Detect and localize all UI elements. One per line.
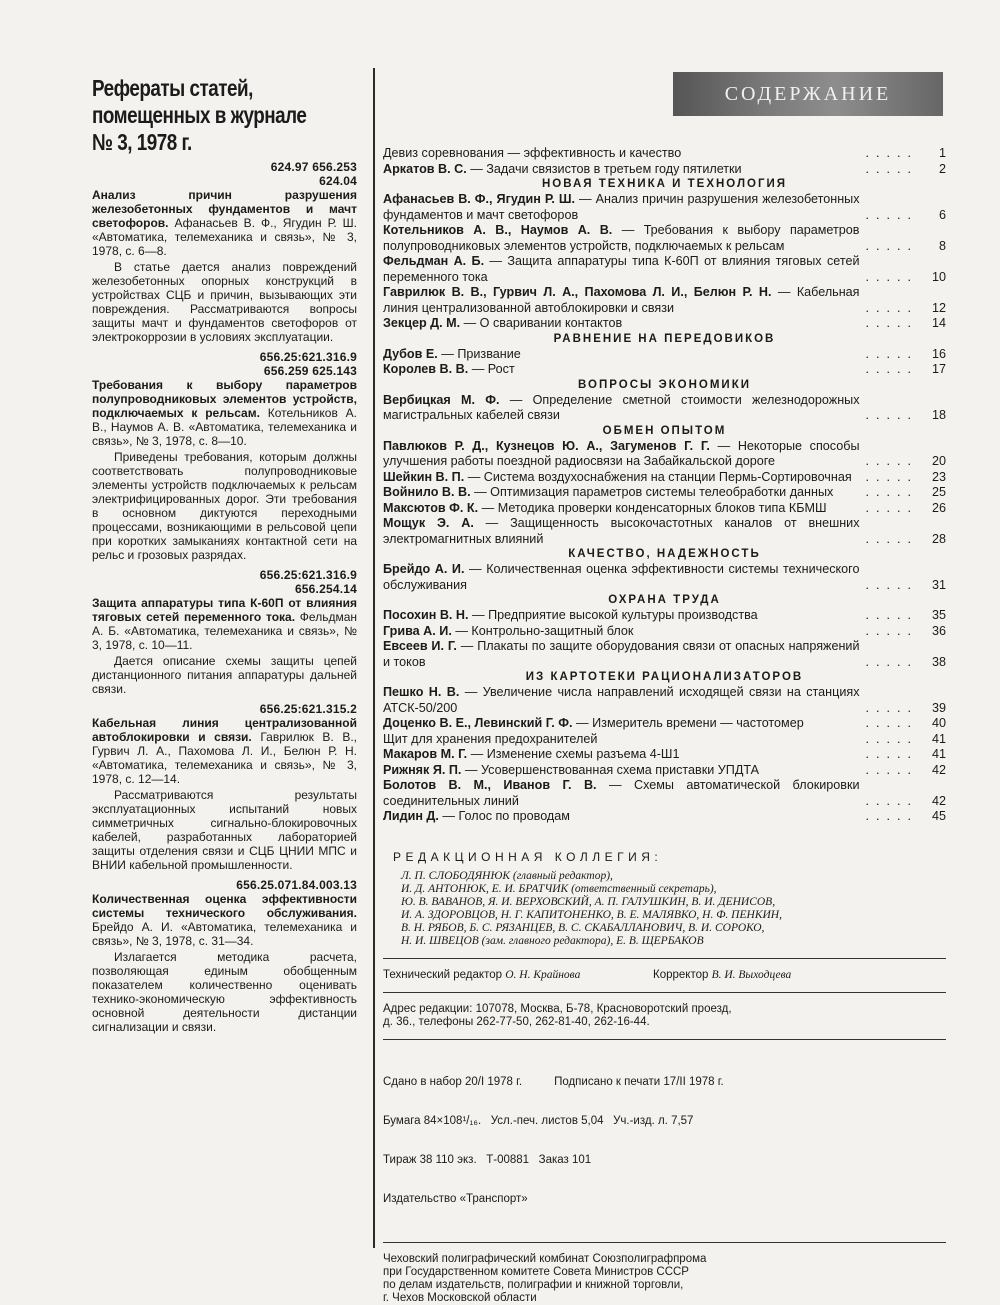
- toc-page-number: 42: [931, 762, 946, 777]
- toc-page-number: 41: [931, 747, 946, 761]
- tech-editor-name: О. Н. Крайнова: [505, 968, 581, 981]
- toc-entry-title: — Анализ причин разрушения железобетонных фундаментов и мачт светофоров: [383, 192, 860, 222]
- toc-leader-dots: .....: [865, 161, 918, 176]
- corrector-name: В. И. Выходцева: [711, 968, 792, 981]
- editorial-board: [383, 851, 946, 948]
- abstract-heading: [92, 188, 357, 258]
- toc-entry-author: Лидин Д.: [383, 809, 439, 823]
- toc-page-number: 10: [931, 269, 946, 284]
- abstract-heading: [92, 596, 357, 652]
- title-line-3: № 3, 1978 г.: [92, 129, 192, 155]
- toc-page-number: 25: [931, 485, 946, 499]
- abstract-title: Требования к выбору параметров полупроводниковых элементов устройств, подключаемых к рельсам.: [92, 378, 357, 420]
- toc-entry-title: Девиз соревнования — эффективность и качество: [383, 146, 682, 160]
- toc-entry-text: [383, 639, 860, 670]
- abstracts-list: [92, 160, 357, 1034]
- toc-page-number: 18: [931, 408, 946, 422]
- toc-entry[interactable]: [383, 763, 946, 779]
- toc-entry-text: [383, 362, 860, 378]
- toc-section-heading: ОБМЕН ОПЫТОМ: [602, 424, 727, 437]
- toc-entry-author: Евсеев И. Г.: [383, 639, 457, 653]
- toc-entry-title: — Защищенность высокочастотных каналов от внешних электромагнитных влияний: [383, 516, 860, 546]
- toc-entry-title: — Схемы автоматической блокировки соединительных линий: [383, 778, 860, 808]
- toc-leader-dots: .....: [865, 623, 918, 638]
- abstracts-column: [92, 75, 357, 1040]
- udc-code: 656.25:621.315.2: [259, 702, 357, 716]
- toc-page-number: 26: [931, 500, 946, 515]
- toc-entry-title: — Призвание: [437, 346, 521, 361]
- abstract-body: В статье дается анализ повреждений железобетонных опорных конструкций в устройствах СЦБ и причин, вызывающих эти повреждения. Рассматриваются вопросы защиты мачт и фундаментов светофоров от электрокоррозии в условиях эксплуатации.: [92, 260, 357, 344]
- toc-entry[interactable]: [383, 747, 946, 763]
- address-line: Адрес редакции: 107078, Москва, Б-78, Красноворотский проезд,: [383, 1002, 732, 1015]
- printer-line: Чеховский полиграфический комбинат Союзполиграфпрома: [383, 1252, 707, 1265]
- toc-entry-title: — Изменение схемы разъема 4-Ш1: [467, 747, 680, 761]
- toc-entry-author: Войнило В. В.: [383, 485, 471, 499]
- imprint: [383, 1050, 946, 1232]
- toc-entry-title: — Предприятие высокой культуры производства: [468, 608, 758, 622]
- toc-section-heading: КАЧЕСТВО, НАДЕЖНОСТЬ: [568, 548, 761, 560]
- toc-entry-author: Шейкин В. П.: [383, 469, 465, 484]
- title-line-2: помещенных в журнале: [92, 102, 307, 128]
- toc-page-number: 1: [938, 146, 946, 160]
- toc-page-number: 35: [931, 608, 946, 622]
- title-line-1: Рефераты статей,: [92, 75, 253, 101]
- toc-leader-dots: .....: [865, 300, 918, 315]
- divider: [383, 958, 946, 959]
- toc-entry-author: Дубов Е.: [383, 346, 438, 361]
- toc-entry-text: [383, 316, 860, 332]
- toc-entry-text: [383, 285, 860, 316]
- board-line: И. А. ЗДОРОВЦОВ, Н. Г. КАПИТОНЕНКО, В. Е. МАЛЯВКО, Н. Ф. ПЕНКИН,: [401, 908, 782, 921]
- toc-entry-author: Макаров М. Г.: [383, 747, 468, 761]
- toc-page-number: 2: [938, 161, 946, 176]
- toc-leader-dots: .....: [865, 316, 918, 330]
- toc-entry-title: — Система воздухоснабжения на станции Пермь-Сортировочная: [464, 469, 852, 484]
- udc-code: 656.259 625.143: [263, 364, 357, 378]
- toc-leader-dots: .....: [865, 469, 918, 484]
- abstract-body: Приведены требования, которым должны соответствовать полупроводниковые элементы устройств подключаемых к рельсам электрифицированных дорог. Эти требования в основном диктуются переходными процессами, возникающими в рельсовой цепи при коротких замыканиях контактной сети на рельс и грозовых разрядах.: [92, 450, 357, 562]
- toc-entry-author: Мощук Э. А.: [383, 516, 474, 530]
- printer-line: по делам издательств, полиграфии и книжной торговли,: [383, 1278, 684, 1291]
- toc-entry[interactable]: [383, 562, 946, 593]
- toc-section-heading: ВОПРОСЫ ЭКОНОМИКИ: [578, 378, 751, 391]
- corrector: [653, 969, 791, 982]
- toc-leader-dots: .....: [865, 747, 918, 761]
- toc-entry[interactable]: [383, 362, 946, 378]
- toc-entry-author: Доценко В. Е., Левинский Г. Ф.: [383, 716, 573, 730]
- toc-entry-text: [383, 608, 860, 624]
- toc-entry-author: Павлюков Р. Д., Кузнецов Ю. А., Загуменов Г. Г.: [383, 438, 710, 453]
- toc-leader-dots: .....: [865, 207, 918, 222]
- toc-entry-text: [383, 732, 860, 748]
- abstract-citation: Афанасьев В. Ф., Ягудин Р. Ш. «Автоматика, телемеханика и связь», № 3, 1978, с. 6—8.: [92, 216, 357, 258]
- toc-leader-dots: .....: [865, 500, 918, 515]
- table-of-contents: [383, 146, 946, 825]
- toc-leader-dots: .....: [865, 531, 918, 546]
- divider: [383, 1039, 946, 1040]
- toc-entry-title: — Голос по проводам: [438, 809, 570, 823]
- toc-entry[interactable]: [383, 716, 946, 732]
- abstract-title: Кабельная линия централизованной автоблокировки и связи.: [92, 716, 357, 744]
- toc-entry-author: Гаврилюк В. В., Гурвич Л. А., Пахомова Л. И., Белюн Р. Н.: [383, 285, 772, 299]
- toc-page-number: 8: [938, 238, 946, 253]
- board-line: Л. П. СЛОБОДЯНЮК (главный редактор),: [401, 869, 613, 882]
- toc-entry[interactable]: [383, 146, 946, 162]
- toc-entry-title: — Усовершенствованная схема приставки УПДТА: [461, 762, 760, 777]
- toc-entry-author: Королев В. В.: [383, 362, 469, 376]
- toc-entry-title: — Требования к выбору параметров полупроводниковых элементов устройств, подключаемых к рельсам: [383, 223, 860, 253]
- toc-entry[interactable]: [383, 285, 946, 316]
- toc-entry[interactable]: [383, 393, 946, 424]
- toc-leader-dots: .....: [865, 408, 918, 422]
- toc-leader-dots: .....: [865, 793, 918, 808]
- toc-entry-title: — Плакаты по защите оборудования связи от опасных напряжений и токов: [383, 639, 860, 669]
- board-line: И. Д. АНТОНЮК, Е. И. БРАТЧИК (ответственный секретарь),: [401, 882, 717, 895]
- toc-entry-text: [383, 624, 860, 640]
- toc-page-number: 41: [931, 731, 946, 746]
- toc-entry-text: [383, 470, 860, 486]
- toc-entry[interactable]: [383, 162, 946, 178]
- toc-entry[interactable]: [383, 608, 946, 624]
- toc-leader-dots: .....: [865, 700, 918, 715]
- toc-leader-dots: .....: [865, 762, 918, 777]
- toc-entry-author: Вербицкая М. Ф.: [383, 392, 500, 407]
- toc-entry[interactable]: [383, 470, 946, 486]
- printer-line: при Государственном комитете Совета Министров СССР: [383, 1265, 689, 1278]
- toc-section-heading: ИЗ КАРТОТЕКИ РАЦИОНАЛИЗАТОРОВ: [525, 671, 804, 683]
- toc-entry-title: — Некоторые способы улучшения работы поездной радиосвязи на Забайкальской дороге: [383, 438, 860, 468]
- toc-entry-text: [383, 347, 860, 363]
- toc-entry-text: [383, 747, 860, 763]
- toc-section-heading: ОХРАНА ТРУДА: [608, 594, 721, 606]
- tech-editor-label: Технический редактор: [383, 968, 502, 981]
- toc-entry-text: [383, 485, 860, 501]
- column-divider: [373, 68, 375, 1248]
- toc-page-number: 17: [931, 362, 946, 376]
- toc-entry[interactable]: [383, 732, 946, 748]
- toc-entry-text: [383, 501, 860, 517]
- toc-page-number: 23: [931, 469, 946, 484]
- toc-page-number: 39: [931, 700, 946, 715]
- abstract: [92, 568, 357, 696]
- toc-entry-title: — Определение сметной стоимости железнодорожных магистральных кабелей связи: [383, 392, 860, 422]
- udc-code: 624.97 656.253: [270, 160, 357, 174]
- abstract-title: Защита аппаратуры типа К-60П от влияния тяговых сетей переменного тока.: [92, 596, 357, 624]
- toc-entry-text: [383, 146, 860, 162]
- toc-entry[interactable]: [383, 254, 946, 285]
- abstract-heading: [92, 892, 357, 948]
- abstract: [92, 702, 357, 872]
- board-title: РЕДАКЦИОННАЯ КОЛЛЕГИЯ:: [393, 849, 663, 864]
- toc-leader-dots: .....: [865, 269, 918, 284]
- abstract: [92, 350, 357, 562]
- toc-entry-author: Аркатов В. С.: [383, 161, 467, 176]
- toc-entry-author: Брейдо А. И.: [383, 562, 465, 576]
- toc-entry-author: Грива А. И.: [383, 623, 452, 638]
- abstract-citation: Фельдман А. Б. «Автоматика, телемеханика и связь», № 3, 1978, с. 10—11.: [92, 610, 358, 652]
- toc-entry[interactable]: [383, 347, 946, 363]
- toc-leader-dots: .....: [865, 485, 918, 499]
- abstract-body: Излагается методика расчета, позволяющая единым обобщенным показателем количественно оценивать технико-экономическую эффективность основной деятельности дистанции сигнализации и связи.: [92, 950, 357, 1034]
- board-line: Ю. В. ВАВАНОВ, Я. И. ВЕРХОВСКИЙ, А. П. ГАЛУШКИН, В. И. ДЕНИСОВ,: [401, 895, 776, 908]
- udc-code: 656.25:621.316.9: [259, 350, 357, 364]
- toc-page-number: 6: [938, 207, 946, 222]
- printer-line: г. Чехов Московской области: [383, 1291, 537, 1304]
- toc-leader-dots: .....: [865, 731, 918, 746]
- contents-banner: СОДЕРЖАНИЕ: [673, 72, 943, 116]
- abstract-body: Рассматриваются результаты эксплуатационных испытаний новых симметричных сигнально-блокировочных кабелей, разработанных лабораторией защиты отделения связи и СЦБ ЦНИИ МПС и ВНИИ кабельной промышленности.: [92, 788, 357, 872]
- toc-entry[interactable]: [383, 516, 946, 547]
- toc-entry-text: [383, 162, 860, 178]
- toc-entry-text: [383, 763, 860, 779]
- imprint-line: Сдано в набор 20/I 1978 г. Подписано к печати 17/II 1978 г.: [383, 1075, 724, 1088]
- toc-entry[interactable]: [383, 778, 946, 809]
- abstract-title: Количественная оценка эффективности системы технического обслуживания.: [92, 892, 357, 920]
- abstract-citation: Гаврилюк В. В., Гурвич Л. А., Пахомова Л. И., Белюн Р. Н. «Автоматика, телемеханика и связь», № 3, 1978, с. 12—14.: [92, 730, 357, 786]
- toc-leader-dots: .....: [865, 454, 918, 468]
- toc-entry-author: Афанасьев В. Ф., Ягудин Р. Ш.: [383, 192, 576, 206]
- abstract-heading: [92, 378, 357, 448]
- toc-entry-title: — Защита аппаратуры типа К-60П от влияния тяговых сетей переменного тока: [383, 254, 860, 284]
- editorial-address: [383, 1003, 946, 1029]
- toc-leader-dots: .....: [865, 608, 918, 622]
- toc-entry-title: — Оптимизация параметров системы телеобработки данных: [470, 485, 834, 499]
- credits-line: [383, 969, 946, 982]
- corrector-label: Корректор: [653, 968, 709, 981]
- toc-entry-title: — Количественная оценка эффективности системы технического обслуживания: [383, 562, 860, 592]
- toc-entry-author: Пешко Н. В.: [383, 685, 460, 699]
- toc-entry-title: — Задачи связистов в третьем году пятилетки: [466, 161, 742, 176]
- toc-entry-title: — Контрольно-защитный блок: [451, 623, 634, 638]
- toc-entry[interactable]: [383, 485, 946, 501]
- udc-code: 656.25.071.84.003.13: [236, 878, 357, 892]
- toc-entry-text: [383, 439, 860, 470]
- toc-page-number: 28: [931, 531, 946, 546]
- toc-entry-author: Посохин В. Н.: [383, 608, 469, 622]
- toc-entry-text: [383, 716, 860, 732]
- toc-section-heading: НОВАЯ ТЕХНИКА И ТЕХНОЛОГИЯ: [541, 178, 788, 190]
- toc-entry-author: Фельдман А. Б.: [383, 254, 485, 268]
- address-line: д. 36., телефоны 262-77-50, 262-81-40, 262-16-44.: [383, 1015, 650, 1028]
- toc-entry-text: [383, 393, 860, 424]
- toc-entry-text: [383, 562, 860, 593]
- toc-leader-dots: .....: [865, 146, 918, 160]
- abstract: [92, 878, 357, 1034]
- toc-entry[interactable]: [383, 223, 946, 254]
- toc-entry-author: Максютов Ф. К.: [383, 500, 479, 515]
- contents-column: [383, 72, 946, 1305]
- abstract-citation: Котельников А. В., Наумов А. В. «Автоматика, телемеханика и связь», № 3, 1978, с. 8—10.: [92, 406, 357, 448]
- toc-page-number: 42: [931, 793, 946, 808]
- toc-entry-title: — Методика проверки конденсаторных блоков типа КБМШ: [478, 500, 827, 515]
- toc-entry[interactable]: [383, 316, 946, 332]
- toc-entry-text: [383, 516, 860, 547]
- abstract-heading: [92, 716, 357, 786]
- toc-leader-dots: .....: [865, 809, 918, 823]
- toc-entry-title: — О сваривании контактов: [460, 316, 623, 330]
- toc-leader-dots: .....: [865, 362, 918, 376]
- toc-entry[interactable]: [383, 685, 946, 716]
- udc-code: 656.25:621.316.9: [259, 568, 357, 582]
- imprint-line: Бумага 84×108¹/₁₆. Усл.-печ. листов 5,04 Уч.-изд. л. 7,57: [383, 1114, 694, 1127]
- toc-leader-dots: .....: [865, 346, 918, 361]
- toc-entry-text: [383, 685, 860, 716]
- imprint-line: Тираж 38 110 экз. Т-00881 Заказ 101: [383, 1153, 592, 1166]
- toc-entry[interactable]: [383, 624, 946, 640]
- toc-page-number: 14: [931, 316, 946, 330]
- toc-entry-text: [383, 223, 860, 254]
- toc-entry[interactable]: [383, 501, 946, 517]
- toc-entry-title: Щит для хранения предохранителей: [383, 731, 598, 746]
- toc-leader-dots: .....: [865, 716, 918, 730]
- abstracts-title: [92, 75, 363, 156]
- imprint-line: Издательство «Транспорт»: [383, 1192, 528, 1205]
- toc-page-number: 36: [931, 623, 946, 638]
- divider: [383, 992, 946, 993]
- toc-entry-title: — Рост: [468, 362, 515, 376]
- toc-section-heading: РАВНЕНИЕ НА ПЕРЕДОВИКОВ: [553, 332, 776, 345]
- tech-editor: [383, 969, 653, 982]
- toc-leader-dots: .....: [865, 654, 918, 669]
- abstract-citation: Брейдо А. И. «Автоматика, телемеханика и связь», № 3, 1978, с. 31—34.: [92, 920, 357, 948]
- toc-leader-dots: .....: [865, 577, 918, 592]
- toc-entry-text: [383, 192, 860, 223]
- printer-info: [383, 1253, 946, 1305]
- toc-page-number: 16: [931, 346, 946, 361]
- toc-page-number: 45: [931, 809, 946, 823]
- toc-page-number: 12: [931, 300, 946, 315]
- toc-page-number: 31: [931, 577, 946, 592]
- toc-entry-author: Котельников А. В., Наумов А. В.: [383, 223, 613, 237]
- toc-page-number: 38: [931, 654, 946, 669]
- toc-entry-text: [383, 778, 860, 809]
- toc-entry-title: — Увеличение числа направлений исходящей связи на станциях АТСК-50/200: [383, 685, 860, 715]
- toc-entry-title: — Измеритель времени — частотомер: [572, 716, 804, 730]
- toc-leader-dots: .....: [865, 238, 918, 253]
- board-line: Н. И. ШВЕЦОВ (зам. главного редактора), Е. В. ЩЕРБАКОВ: [401, 934, 704, 947]
- toc-entry-text: [383, 809, 860, 825]
- toc-page-number: 40: [931, 716, 946, 730]
- abstract-title: Анализ причин разрушения железобетонных фундаментов и мачт светофоров.: [92, 188, 357, 230]
- udc-code: 656.254.14: [294, 582, 357, 596]
- toc-entry[interactable]: [383, 639, 946, 670]
- abstract-body: Дается описание схемы защиты цепей дистанционного питания аппаратуры дальней связи.: [92, 654, 357, 696]
- toc-entry-text: [383, 254, 860, 285]
- toc-entry-author: Зекцер Д. М.: [383, 316, 461, 330]
- toc-entry[interactable]: [383, 192, 946, 223]
- toc-entry[interactable]: [383, 809, 946, 825]
- toc-entry-author: Болотов В. М., Иванов Г. В.: [383, 778, 597, 792]
- divider: [383, 1242, 946, 1243]
- udc-code: 624.04: [319, 174, 357, 188]
- toc-page-number: 20: [931, 454, 946, 468]
- toc-entry[interactable]: [383, 439, 946, 470]
- toc-entry-author: Рижняк Я. П.: [383, 762, 462, 777]
- toc-entry-title: — Кабельная линия централизованной автоблокировки и связи: [383, 285, 860, 315]
- abstract: [92, 160, 357, 344]
- board-line: В. Н. РЯБОВ, Б. С. РЯЗАНЦЕВ, В. С. СКАБАЛЛАНОВИЧ, В. И. СОРОКО,: [401, 921, 765, 934]
